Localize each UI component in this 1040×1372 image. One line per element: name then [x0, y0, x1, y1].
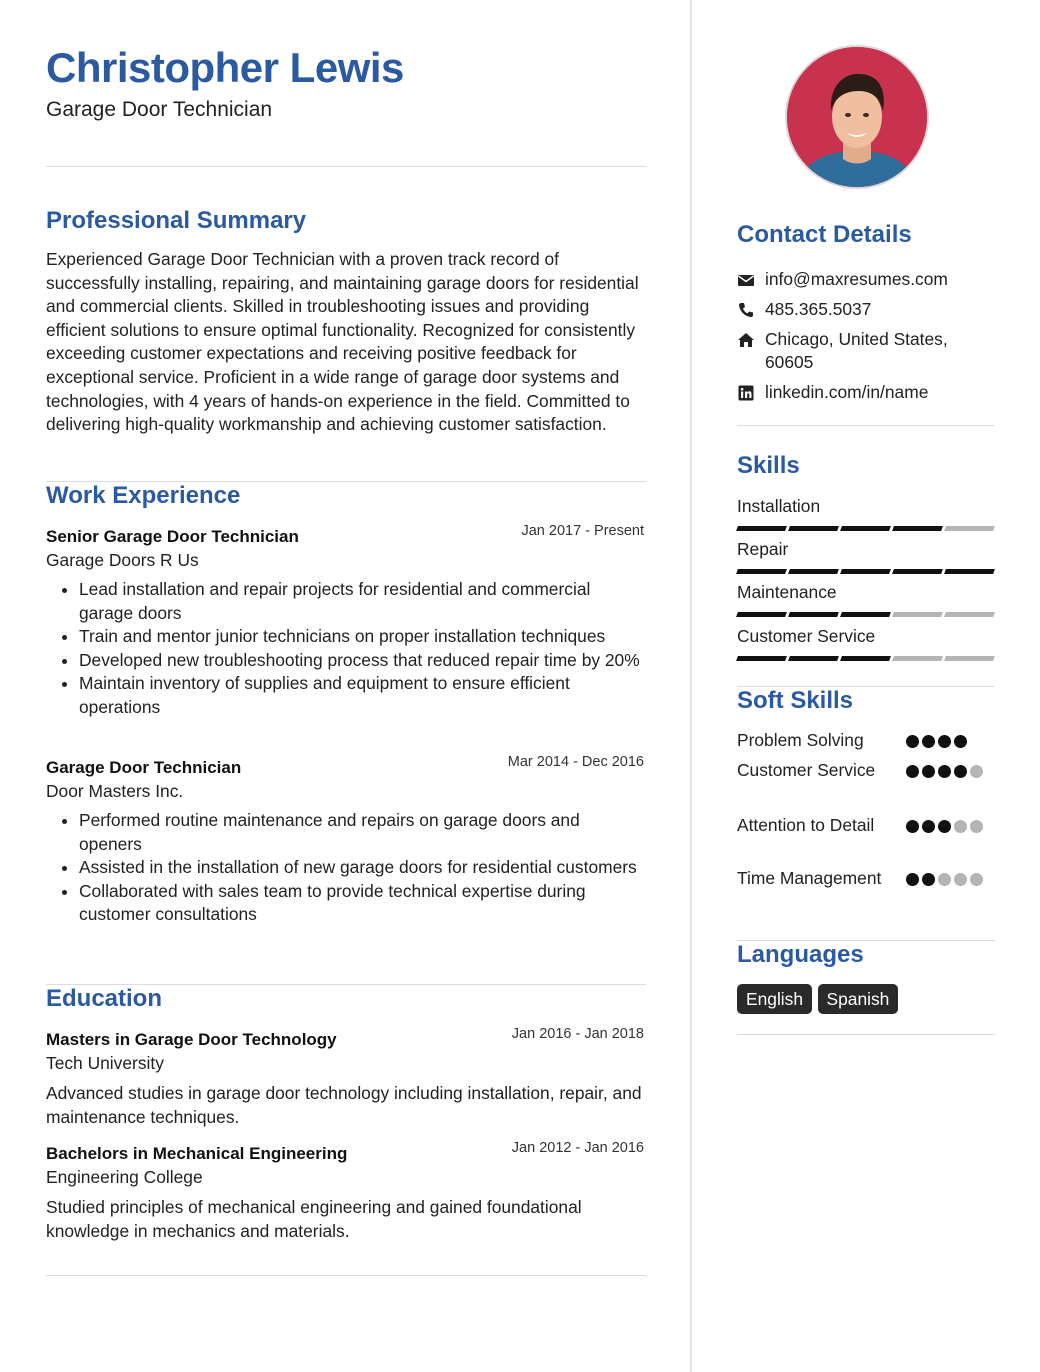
level-dot-empty	[970, 765, 983, 778]
skill-bar-filled	[736, 656, 787, 661]
skill-bar-filled	[840, 656, 891, 661]
skill-name: Customer Service	[737, 626, 876, 646]
candidate-name: Christopher Lewis	[46, 44, 404, 91]
job-title: Garage Door Technician	[46, 98, 273, 121]
level-dot-filled	[922, 820, 935, 833]
address-text: Chicago, United States, 60605	[765, 329, 948, 372]
level-dot-filled	[938, 820, 951, 833]
experience-entry	[46, 523, 646, 719]
level-dot-filled	[906, 820, 919, 833]
phone-icon	[737, 301, 755, 319]
portrait-illustration	[787, 47, 927, 187]
skill-bar-empty	[944, 612, 995, 617]
skill-bar-filled	[788, 569, 839, 574]
skill-bar-empty	[944, 656, 995, 661]
skill-bar-filled	[788, 656, 839, 661]
skill-item	[737, 538, 995, 574]
phone-text: 485.365.5037	[765, 299, 872, 319]
bullet-item: • Assisted in the installation of new garage doors for residential customers	[79, 856, 646, 880]
profile-photo	[785, 45, 929, 189]
soft-skill-level-dots	[906, 735, 986, 753]
school-name: Tech University	[46, 1053, 164, 1073]
job-role: Senior Garage Door Technician	[46, 527, 299, 546]
soft-skill-item	[737, 729, 995, 752]
skill-level-bars	[737, 656, 995, 661]
degree: Bachelors in Mechanical Engineering	[46, 1144, 348, 1163]
section-heading-experience: Work Experience	[46, 482, 241, 509]
level-dot-filled	[906, 765, 919, 778]
section-heading-contact: Contact Details	[737, 221, 912, 248]
skill-bar-filled	[944, 569, 995, 574]
level-dot-filled	[938, 765, 951, 778]
linkedin-text[interactable]: linkedin.com/in/name	[765, 382, 929, 402]
skill-bar-filled	[788, 612, 839, 617]
soft-skill-level-dots	[906, 873, 986, 891]
language-pill: Spanish	[818, 984, 899, 1014]
skill-level-bars	[737, 612, 995, 617]
soft-skill-level-dots	[906, 820, 986, 838]
section-heading-soft-skills: Soft Skills	[737, 687, 854, 714]
email-text[interactable]: info@maxresumes.com	[765, 269, 948, 289]
level-dot-filled	[922, 765, 935, 778]
level-dot-empty	[938, 873, 951, 886]
school-name: Engineering College	[46, 1167, 203, 1187]
bullet-item: • Developed new troubleshooting process that reduced repair time by 20%	[79, 649, 646, 673]
experience-entry	[46, 754, 646, 927]
level-dot-empty	[954, 873, 967, 886]
divider	[46, 166, 646, 167]
skill-bar-filled	[788, 526, 839, 531]
education-entry	[46, 1026, 646, 1129]
company-name: Garage Doors R Us	[46, 550, 199, 570]
job-role: Garage Door Technician	[46, 758, 242, 777]
section-heading-summary: Professional Summary	[46, 207, 307, 234]
soft-skill-item	[737, 814, 995, 837]
skill-bar-filled	[840, 612, 891, 617]
education-description: Studied principles of mechanical engineering and gained foundational knowledge in mechanics and materials.	[46, 1197, 582, 1241]
bullet-item: • Collaborated with sales team to provide technical expertise during customer consultations	[79, 880, 646, 927]
column-divider	[690, 0, 692, 1372]
divider	[737, 1034, 995, 1035]
level-dot-empty	[970, 820, 983, 833]
linkedin-icon	[737, 384, 755, 402]
level-dot-filled	[906, 735, 919, 748]
skill-bar-filled	[840, 569, 891, 574]
skill-bar-empty	[892, 656, 943, 661]
level-dot-empty	[954, 820, 967, 833]
level-dot-filled	[954, 735, 967, 748]
skill-bar-filled	[892, 526, 943, 531]
home-icon	[737, 331, 755, 349]
job-dates: Mar 2014 - Dec 2016	[507, 754, 644, 770]
job-bullets	[46, 578, 646, 719]
level-dot-empty	[970, 873, 983, 886]
bullet-item: • Lead installation and repair projects for residential and commercial garage doors	[79, 578, 646, 625]
level-dot-filled	[938, 735, 951, 748]
divider	[737, 425, 995, 426]
soft-skill-level-dots	[906, 765, 986, 783]
degree: Masters in Garage Door Technology	[46, 1030, 337, 1049]
skill-level-bars	[737, 569, 995, 574]
company-name: Door Masters Inc.	[46, 781, 184, 801]
bullet-item: • Train and mentor junior technicians on proper installation techniques	[79, 625, 646, 649]
skill-bar-empty	[892, 612, 943, 617]
summary-text: Experienced Garage Door Technician with a proven track record of successfully installing, repairing, and maintaining garage doors for residential and commercial clients. Skilled in troubleshooting issues and providing efficient solutions to ensure optimal functionality. Recognized for consistently exceeding customer expectations and receiving positive feedback for exceptional service. Proficient in a wide range of garage door systems and technologies, with 4 years of hands-on experience in the field. Committed to delivering high-quality workmanship and achieving customer satisfaction.	[46, 249, 639, 435]
skill-bar-filled	[840, 526, 891, 531]
soft-skill-name: Time Management	[737, 868, 882, 888]
education-dates: Jan 2012 - Jan 2016	[511, 1140, 644, 1156]
skill-level-bars	[737, 526, 995, 531]
skill-bar-filled	[736, 612, 787, 617]
level-dot-filled	[922, 873, 935, 886]
skill-bar-filled	[736, 526, 787, 531]
education-dates: Jan 2016 - Jan 2018	[511, 1026, 644, 1042]
skill-bar-filled	[892, 569, 943, 574]
soft-skill-item	[737, 867, 995, 890]
soft-skill-name: Customer Service	[737, 760, 876, 780]
education-entry	[46, 1140, 646, 1243]
job-dates: Jan 2017 - Present	[521, 523, 644, 539]
soft-skill-item	[737, 759, 995, 782]
soft-skill-name: Attention to Detail	[737, 815, 875, 835]
bullet-item: • Maintain inventory of supplies and equipment to ensure efficient operations	[79, 672, 646, 719]
skill-bar-filled	[736, 569, 787, 574]
skill-name: Repair	[737, 539, 789, 559]
level-dot-filled	[922, 735, 935, 748]
divider	[46, 1275, 646, 1276]
education-description: Advanced studies in garage door technology including installation, repair, and maintenance techniques.	[46, 1083, 642, 1127]
skill-bar-empty	[944, 526, 995, 531]
skill-name: Installation	[737, 496, 821, 516]
section-heading-languages: Languages	[737, 941, 864, 968]
language-list	[737, 984, 899, 1014]
job-bullets	[46, 809, 646, 927]
skill-item	[737, 581, 995, 617]
skill-item	[737, 625, 995, 661]
section-heading-skills: Skills	[737, 452, 800, 479]
section-heading-education: Education	[46, 985, 163, 1012]
bullet-item: • Performed routine maintenance and repairs on garage doors and openers	[79, 809, 646, 856]
language-pill: English	[737, 984, 812, 1014]
level-dot-filled	[954, 765, 967, 778]
envelope-icon	[737, 271, 755, 289]
level-dot-filled	[906, 873, 919, 886]
skill-item	[737, 495, 995, 531]
soft-skill-name: Problem Solving	[737, 730, 864, 750]
skill-name: Maintenance	[737, 582, 837, 602]
